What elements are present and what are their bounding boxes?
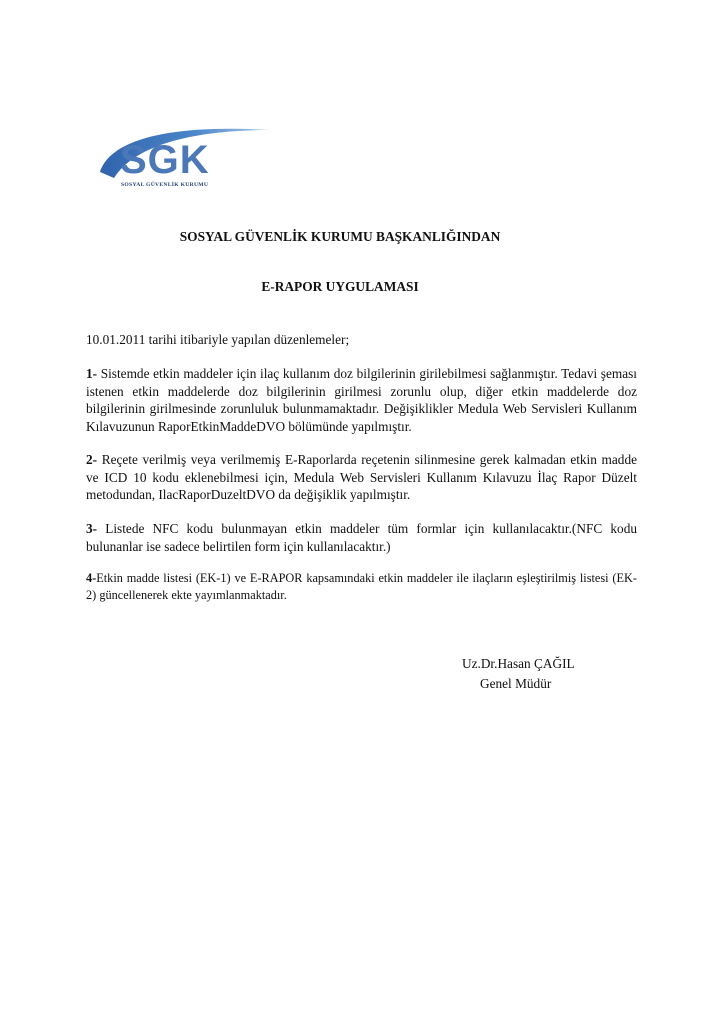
sgk-logo xyxy=(98,122,273,194)
signatory-name: Uz.Dr.Hasan ÇAĞIL xyxy=(462,656,575,671)
paragraph-number: 2- xyxy=(86,452,98,467)
paragraph-4 xyxy=(86,570,637,604)
paragraph-1 xyxy=(86,365,637,435)
paragraph-number: 3- xyxy=(86,521,98,536)
paragraph-text: Sistemde etkin maddeler için ilaç kullanım doz bilgilerinin girilebilmesi sağlanmıştır. Tedavi şeması istenen etkin maddelerde doz bilgilerinin girilmesi zorunlu olup, diğer etkin maddelerde doz bilgilerinin girilmesinde zorunluluk bulunmamaktadır. Değişiklikler Medula Web Servisleri Kullanım Kılavuzunun RaporEtkinMaddeDVO bölümünde yapılmıştır. xyxy=(86,366,637,434)
paragraph-2 xyxy=(86,451,637,504)
paragraph-text: Listede NFC kodu bulunmayan etkin maddeler tüm formlar için kullanılacaktır.(NFC kodu bulunanlar ise sadece belirtilen form için kullanılacaktır.) xyxy=(86,521,637,554)
paragraph-number: 1- xyxy=(86,366,98,381)
document-title: E-RAPOR UYGULAMASI xyxy=(261,279,419,294)
intro-text: 10.01.2011 tarihi itibariyle yapılan düzenlemeler; xyxy=(86,332,350,347)
signatory-title: Genel Müdür xyxy=(480,676,552,691)
paragraph-text: Reçete verilmiş veya verilmemiş E-Raporlarda reçetenin silinmesine gerek kalmadan etkin madde ve ICD 10 kodu eklenebilmesi için, Medula Web Servisleri Kullanım Kılavuzu İlaç Rapor Düzelt metodundan, IlacRaporDuzeltDVO da değişiklik yapılmıştır. xyxy=(86,452,637,503)
logo-subtitle: SOSYAL GÜVENLİK KURUMU xyxy=(121,182,209,188)
paragraph-3 xyxy=(86,520,637,555)
logo-letters: SGK xyxy=(120,138,210,182)
organization-heading: SOSYAL GÜVENLİK KURUMU BAŞKANLIĞINDAN xyxy=(179,229,501,244)
paragraph-text: Etkin madde listesi (EK-1) ve E-RAPOR kapsamındaki etkin maddeler ile ilaçların eşleştirilmiş listesi (EK-2) güncellenerek ekte yayımlanmaktadır. xyxy=(86,571,637,602)
paragraph-number: 4- xyxy=(86,571,97,585)
